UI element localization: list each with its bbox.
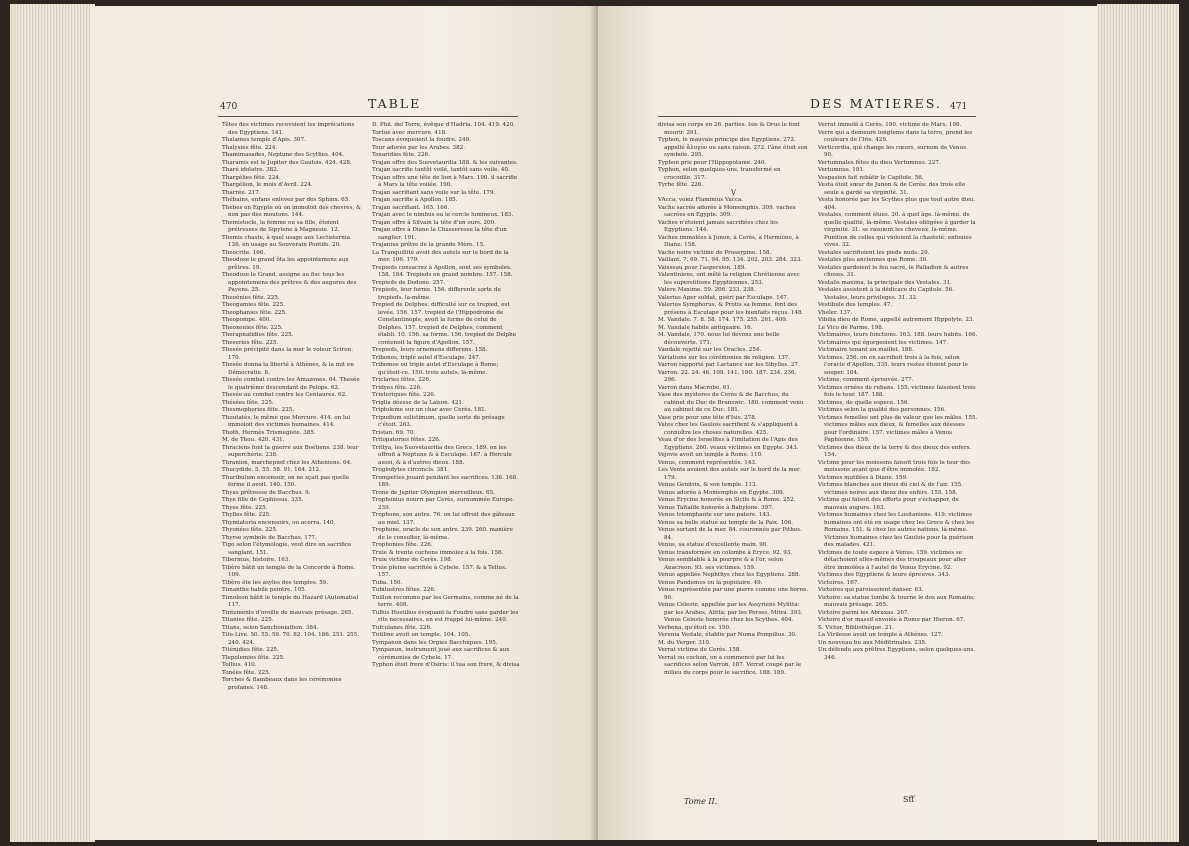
index-entry: Tiberinus, histoire. 163. [222, 557, 291, 563]
index-entry: Verrat ou cochon, on a commencé par lui les sacrifices selon Varron. 187. Verrat coupé par le milieu du corps pour le sacrifice. 188. 189. [658, 654, 802, 676]
index-entry: Trajan sacrifiant sans voile sur la tête. 179. [372, 189, 496, 196]
index-entry: Toxaridies fête. 226. [372, 152, 430, 158]
index-entry: Venus Pandemos ou la populaire. 49. [658, 579, 763, 586]
index-entry: La Tranquillité avoit des autels sur le bord de la mer. 106. 179. [372, 249, 509, 263]
right-page-edges [1097, 4, 1179, 842]
index-entry: Verbena, qu'étoit ce. 150. [658, 624, 731, 631]
index-entry: Trajan sacrifiant. 165. 166. [372, 204, 450, 211]
index-entry: Tite-Live. 50. 55. 59. 70. 82. 104. 186. 251. 255. 240. 424. [222, 632, 360, 646]
index-entry: Tortue avec mercure. 418. [372, 129, 448, 136]
index-entry: Triglia déesse de la Laison. 421. [372, 399, 464, 406]
index-entry: Tibère bâtit un temple de la Concorde à Rome. 109. [222, 564, 356, 578]
index-entry: Victimes femelles ont plus de valeur que les mâles. 155. victimes mâles aux dieux, & femelles aux déesses pour l'ordinaire. 157. victimes mâles à Venus Paphienne. 159. [818, 414, 978, 443]
index-entry: Tuillon recommu par les Germains, comme né de la terre. 408. [372, 594, 519, 608]
index-entry: Vejovis avoit un temple à Rome. 110. [658, 452, 763, 458]
index-entry: Varron rapporté par Lactance sur les Sibylles. 27. [658, 362, 800, 368]
index-entry: Trieteriques fête. 226. [372, 392, 436, 398]
index-entry: Victoire: sa statue tombe & tourne le dos aux Romains; mauvais présage. 265. [818, 594, 975, 608]
index-entry: Thesée au combat contre les Centaures. 62. [222, 392, 347, 398]
index-entry: Venus Genitrix, & son temple. 113. [658, 482, 758, 488]
index-entry: Theopompe. 400. [222, 317, 272, 323]
index-entry: Tharrée. 217. [222, 189, 261, 196]
index-entry: Victimes des Egyptiens & leurs épreuves. 343. [818, 572, 951, 578]
index-entry: Victimes de toute espece à Venus. 159. victimes se détachoient elles-mêmes des troupeaux pour aller être immolées à l'autel de Venus Erycine. 92. [818, 549, 967, 571]
index-entry: Typhon, selon quelques-uns, transformé en crocodile. 317. [658, 167, 781, 181]
index-entry: Venus, sa statue d'excellente main. 90. [658, 542, 769, 548]
index-entry: Typhon étoit frere d'Osiris: il tua son frere, & divisa [372, 662, 520, 668]
index-entry: Thargélion, le mois d'Avril. 224. [222, 182, 313, 188]
index-entry: Vesta étoit sœur de Junon & de Cerès: des trois elle seule a gardé sa virginité. 31. [818, 182, 966, 196]
index-entry: Thuribulum encensoir, on ne sçait pas quelle forme il avoit. 140. 150. [222, 474, 350, 488]
index-entry: Tullus Hostilius évoquant la Foudre sans garder les rits necessaires, en est frappé lui-même. 240. [372, 609, 519, 623]
index-entry: Thye fille de Cephissus. 335. [222, 497, 304, 503]
index-entry: Vestales assistent à la dédicace du Capitole. 56. Vestales, leurs privileges. 31. 32. [818, 287, 955, 301]
index-entry: Venus Erycine honorée en Sicile & à Rome. 252. [658, 497, 796, 503]
index-entry: Verenia Vestale, établie par Numa Pompilius. 30. [658, 632, 797, 638]
index-entry: Venus, comment représentée. 143. [658, 459, 757, 466]
index-entry: Theophanies fête. 225. [222, 309, 287, 316]
index-entry: Thargélies fête. 224. [222, 174, 281, 181]
volume-signature: Tome II. [684, 797, 718, 806]
index-entry: Vestales plus anciennes que Rome. 30. [818, 257, 928, 263]
index-entry: Vase pris pour une tête d'Isis. 278. [658, 414, 757, 421]
index-entry: Tour adorée par les Arabes. 382. [372, 144, 466, 151]
index-entry: VAcca, voiez Flaminius Vacca. [658, 197, 744, 203]
index-entry: Victimaires, leurs fonctions. 163. 188. leurs habits. 166. [818, 332, 978, 338]
index-entry: Trompettes jouant pendant les sacrifices. 136. 168. 189. [372, 474, 518, 488]
index-entry: Titénidies fête. 225. [222, 647, 279, 653]
index-entry: Thraciens font la guerre aux Boétiens. 238. leur superchérie. 238. [222, 444, 359, 458]
index-entry: Thalames temple d'Apis. 307. [222, 137, 306, 143]
index-entry: M. du Verger. 310. [658, 639, 711, 646]
index-entry: Verrat immolé à Cerès. 180. victime de Mars. 198. [818, 122, 962, 128]
index-entry: Themis chaste, à quel usage aux Lectisternia. 136. en usage au Souverain Pontife. 20. [222, 234, 352, 248]
index-entry: Theoénies fête. 225. [222, 294, 280, 301]
index-entry: M. Vandale habile antiquaire. 16. [658, 324, 753, 331]
index-entry: S. Victor, Bibliothéque. 21. [818, 624, 894, 631]
right-column-2 [818, 122, 978, 662]
index-entry: Victimes des dieux de la terre & des dieux des enfers. 154. [818, 444, 972, 458]
index-entry: Trajan sacrifie à Apollon. 185. [372, 197, 458, 203]
index-entry: Thalysies fête. 224. [222, 144, 278, 151]
index-entry: Thucydide. 5. 55. 58. 91. 164. 212. [222, 467, 321, 473]
index-entry: La Virilesse avoit un temple à Athènes. 127. [818, 632, 943, 638]
index-entry: Vaisseau pour l'aspersion. 189. [658, 264, 747, 271]
index-entry: Thyonées fête. 225. [222, 527, 278, 533]
index-entry: Tripudium solistimum, quelle sorte de présage c'étoit. 263. [372, 414, 505, 428]
index-entry: Trophone, son antre. 76. on lui offroit des gâteaux au miel. 137. [372, 512, 515, 526]
index-entry: Thyes fête. 225. [222, 504, 268, 511]
index-entry: Victimes, de quelle espece. 156. [818, 399, 910, 406]
index-entry: Thymiateria encensoirs, ou acerra. 140. [222, 519, 336, 526]
index-entry: Victimes mutilées à Diane. 159. [818, 474, 908, 481]
right-page-number: 471 [950, 102, 968, 112]
index-entry: Tristan. 69. 70. [372, 429, 416, 436]
index-entry: Truie & trente cochons immolez à la fois. 156. [372, 549, 504, 556]
index-entry: Vaillant. 7. 69. 71. 94. 95. 134. 202. 203. 284. 323. [658, 257, 803, 263]
index-entry: M. de Thou. 420. 431. [222, 437, 285, 443]
index-entry: Vestales sacrifioient les pieds nuds. 29. [818, 249, 930, 256]
index-entry: Theogamies fête. 225. [222, 302, 285, 308]
index-entry: Truie victime de Cerès. 198. [372, 557, 453, 563]
index-entry: Verre qui a demeuré longtems dans la terre, prend les couleurs de l'Iris. 429. [818, 129, 973, 143]
index-entry: Verrat victime de Cerès. 158. [658, 647, 742, 653]
index-entry: Trittya, les Suovetaurilia des Grecs. 189. on les offroit à Neptune & à Esculape. 187. à Hercule aussi, & à d'autres dieux. 188. [372, 444, 512, 466]
index-entry: Tutiline avoit un temple. 104. 105. [372, 632, 471, 638]
index-entry: Trepieds, leur forme. 156. differente sorte de trepieds. la-même. [372, 287, 501, 301]
index-entry: Victimes ornées de rubans. 155. victimes faisoient trois fois le tour. 187. 188. [818, 384, 976, 398]
index-entry: Trajan offre une tête de lion à Mars. 190. il sacrifie à Mars la tête voilée. 190. [372, 174, 518, 188]
index-entry: Victime qui faisoit des efforts pour s'échapper, de mauvais augure. 163. [818, 497, 959, 511]
index-entry: Victimes selon la qualité des personnes. 156. [818, 407, 946, 413]
index-entry: Timoleon bâtit le temple du Hazard (Automatia) 117. [222, 594, 359, 608]
index-entry: Vestales, comment élues. 30. à quel âge. là-même. de quelle qualité, là-même. Vestales obligées à garder la virginité. 31. se rasoient les cheveux. là-même. Punition de celles qui violoient la chasteté: enfouies vives. 32. [818, 212, 976, 248]
index-entry: Victoires qui paroissoient danser. 63. [818, 587, 924, 593]
index-entry: Vheler. 137. [818, 309, 853, 316]
index-entry: Vestibule des temples. 47. [818, 302, 893, 308]
index-entry: Vestales gardoient le feu sacré, le Palladion & autres choses. 31. [818, 264, 969, 278]
index-entry: Vandale rejetté sur les Oracles. 254. [658, 347, 762, 353]
index-entry: Victime pour les moissons faisoit trois fois le tour des moissons avant que d'être immolée. 182. [818, 459, 971, 473]
index-entry: Venus représentée par une pierre comme une borne. 90. [658, 587, 809, 601]
right-running-header: DES MATIERES. [810, 96, 942, 111]
index-entry: Themistocle, la femme ou sa fille, étoient prétresses de Sipylene à Magnesie. 12. [222, 219, 340, 233]
index-entry: Vase des mysteres de Cerès & de Bacchus, du cabinet du Duc de Brunswic. 180. comment venu au cabinet de ce Duc. 181. [658, 392, 804, 413]
index-entry: Victimes blanches aux dieux du ciel & de l'air. 155. victimes noires aux dieux des enfers. 155. 158. [818, 482, 963, 496]
index-entry: Thesmophories fête. 225. [222, 407, 295, 413]
index-entry: M. Vandale, 170. nous lui devons une belle découverte. 171. [658, 332, 780, 346]
index-entry: Tollius. 410. [222, 662, 257, 668]
index-entry: Varron. 22. 24. 46. 109. 141. 180. 187. 234. 236. 296. [658, 369, 797, 383]
index-entry: Thyrse symbole de Bacchus. 177. [222, 534, 317, 541]
index-entry: Triptoleme sur un char avec Cerès. 181. [372, 407, 487, 413]
index-entry: Vaches n'étoient jamais sacrifiées chez les Egyptiens. 144. [658, 219, 779, 233]
index-entry: Tympanon, instrument joué aux sacrifices & aux cérémonies de Cybele. 17. [372, 647, 510, 661]
index-entry: Venus triomphante sur une patere. 143. [658, 512, 772, 518]
index-entry: Vertumnus. 181. [818, 167, 865, 173]
index-entry: Thèbes en Egypte où on immoloit des chevres, & non pas des moutons. 144. [222, 204, 361, 218]
index-entry: Therapnatidies fête. 225. [222, 332, 294, 338]
right-column-1 [658, 122, 809, 677]
index-entry: Victoire parmi les Abraxas. 267. [818, 609, 910, 616]
index-entry: Tribomos ou triple autel d'Esculape à Rome; qu'étoit-ce. 150. trois autels, là-même. [372, 362, 499, 376]
index-entry: Trajan offre à Diane la Chasseresse la tête d'un sanglier. 191. [372, 227, 507, 241]
index-entry: Verticordia, qui change les cœurs, surnom de Venus. 90. [818, 144, 968, 158]
index-entry: Tubilustres fêtes. 226. [372, 587, 436, 593]
index-entry: Titans, selon Sanchoniathon. 384. [222, 624, 319, 631]
index-entry: Thesée précipité dans la mer le voleur Sciron. 170. [222, 347, 353, 361]
index-entry: Variations sur les cérémonies de religion. 137. [658, 354, 791, 361]
index-entry: Thoth, Hermès Trismegiste. 385. [222, 429, 316, 436]
index-entry: Thylles fête. 225. [222, 512, 271, 518]
index-entry: Vache noire victime de Proserpine. 158. [658, 249, 772, 256]
index-entry: Venus transformée en colombe à Eryce. 92. 93. [658, 549, 793, 556]
index-entry: Trophonius nourri par Cerès, surnommée Europe. 239. [372, 497, 515, 511]
left-column-1 [222, 122, 365, 692]
index-entry: Tharé idolatre. 382. [222, 167, 279, 173]
index-entry: Les Vents avoient des autels sur le bord de la mer. 179. [658, 467, 801, 481]
index-entry: Thyas prêtresse de Bacchus. 9. [222, 489, 311, 496]
index-entry: Victime, comment éprouvée. 277. [818, 377, 914, 383]
index-entry: Victoires. 167. [818, 579, 860, 586]
right-header-rule [658, 116, 976, 117]
index-entry: Veau d'or des Israelites à l'imitation de l'Apis des Egyptiens. 260. veaux victimes en Egypte. 343. [658, 437, 799, 451]
index-entry: Trajanius prêtre de la grande Mère. 15. [372, 242, 485, 248]
index-entry: Tonéès fête. 225. [222, 669, 271, 676]
index-entry: Victimes. 256. on en sacrifioit trois à la fois, selon l'oracle d'Apollon. 335. leurs restes étoient pour le souper. 184. [818, 354, 969, 376]
index-entry: Venus appellée Nephthys chez les Egyptiens. 288. [658, 572, 801, 578]
left-header-rule [218, 116, 518, 117]
index-entry: Theseries fête. 225. [222, 339, 279, 346]
index-entry: Torches & flambeaux dans les cérémonies profanes. 148. [222, 677, 342, 691]
index-entry: Varron dans Macrobe. 61. [658, 384, 732, 391]
index-entry: Victoire d'or massif envoiée à Rome par Hieron. 67. [818, 617, 966, 623]
index-entry: Trone de Jupiter Olympien merveilleux. 65. [372, 489, 495, 496]
index-entry: Tympanon dans les Orgies Bacchiques. 195. [372, 639, 498, 646]
index-entry: Victimaire tenant un maillet. 188. [818, 347, 914, 353]
index-entry: Theodose le grand ôta les appointemens aux prêtres. 19. [222, 257, 349, 271]
index-entry: Trajan sacrifie tantôt voilé, tantôt sans voile. 40. [372, 167, 510, 173]
index-entry: Valentiniens, ont mêlé la religion Chrétienne avec les superstitions Egyptiennes. 253. [658, 272, 800, 286]
index-entry: Vespasien fait rebâtir le Capitole. 56. [818, 174, 924, 181]
index-entry: Thranion, marchepied chez les Atheniens. 64. [222, 459, 352, 466]
index-entry: Tigo selon l'étymologie, veut dire un sacrifice sanglant. 151. [222, 542, 352, 556]
index-entry: Triclaries fêtes. 226. [372, 377, 431, 383]
index-entry: Trajan offre à Silvain la tête d'un ours. 200. [372, 219, 496, 226]
index-entry: Vaches immolées à Junon, à Cerès, à Hermione, à Diane. 158. [658, 234, 799, 248]
index-entry: Vesta honorée par les Scythes plus que tout autre dieu. 404. [818, 197, 976, 211]
index-entry: Un défendu aux prêtres Egyptiens, selon quelques-uns. 346. [818, 647, 976, 661]
index-entry: Truie pleine sacrifiée à Cybele. 157. & à Tellus. 157. [372, 564, 507, 578]
index-entry: Theodose le Grand, assigne au fisc tous les appointemens des prêtres & des augures des Payens. 25. [222, 272, 357, 293]
index-entry: Tritopatories fêtes. 226. [372, 437, 441, 443]
index-entry: Tyrbe fête. 226. [658, 182, 704, 188]
index-entry: Vache sacrée adorée à Momemphis. 309. vaches sacrées en Egypte. 309. [658, 204, 796, 218]
index-entry: Trajan avec le nimbus ou le cercle lumineux. 183. [372, 212, 514, 218]
index-entry: Venus Celeste, appellée par les Assyriens Mylitta: par les Arabes, Alitta; par les Perses, Mitra. 393. Venus Celeste honorée chez les Scythes. 404. [658, 602, 803, 623]
index-entry: Thésées fête. 225. [222, 399, 274, 406]
index-entry: Venus Taïtaïde honorée à Babylone. 397. [658, 504, 774, 511]
index-entry: Têtes des victimes recevoient les imprécations des Egyptiens. 141. [222, 122, 355, 136]
index-entry: Thébains, enfans enlevez par des Sphinx. 65. [222, 197, 351, 203]
index-entry: Theocrite. 166. [222, 249, 266, 256]
index-entry: Typhon pris pour l'Hippopotame. 240. [658, 159, 767, 166]
index-entry: Toscans évoquoient la foudre. 240. [372, 137, 471, 143]
index-entry: Venus sortant de la mer. 84. couronnée par Pithos. 84. [658, 527, 802, 541]
index-entry: Valere Maxime. 59. 206. 233. 238. [658, 287, 756, 293]
index-entry: Tuba. 150. [372, 579, 403, 586]
index-entry: Trepieds, leurs ornemens differens. 158. [372, 347, 488, 353]
index-entry: Troglodytes circoncis. 381. [372, 467, 449, 473]
index-entry: Le Vico de Parme. 198. [818, 324, 884, 331]
index-entry: Thoutatès, le même que Mercure. 414. on lui immoloit des victimes humaines. 414. [222, 414, 351, 428]
index-entry: Trepied de Delphes; difficulté sur ce trepied, est levée. 156. 157. trepied de l'Hippodrome de Constantinople, avoit la forme de celui de Delphes. 157. trepied de Delphes, comment établi. 10. 156. sa forme. 156. trepied de Delphe contenoit la figure d'Apollon. 157. [372, 302, 517, 346]
index-entry: Vates chez les Gaulois sacrifient & s'appliquent à connoître les choses naturelles. 425. [658, 422, 798, 436]
index-entry: Thesée combat contre les Amazones. 64. Thesée le quatrième descendant de Pelops. 62. [222, 377, 360, 391]
left-page-number: 470 [220, 102, 238, 112]
index-entry: Tribonos, triple autel d'Esculape. 247. [372, 354, 481, 361]
index-entry: Tharamis est le Jupiter des Gaulois. 424. 428. [222, 159, 352, 166]
index-entry: Typhon, le mauvais principe des Egyptiens. 272. appellé ἄλογον ou sans raison. 272. l'âne étoit son symbole. 295. [658, 137, 808, 158]
index-entry: Valerius Symphorus, & Protis sa femme, font des présens à Esculape pour les bienfaits reçus. 148. [658, 302, 804, 316]
index-entry: Timanthe habile peintre. 105. [222, 587, 307, 593]
index-entry: M. Vandale. 7. 8. 58. 174. 175. 255. 261. 409. [658, 317, 788, 323]
index-entry: Trophone, oracle de son antre. 239. 260. manière de le consulter, là-même. [372, 527, 513, 541]
index-entry: Trophonies fête. 226. [372, 542, 433, 548]
index-entry: Victimaires qui égorgeoient les victimes. 147. [818, 339, 948, 346]
left-column-2 [372, 122, 520, 670]
index-entry: Vestalis maxima, la principale des Vestales. 31. [818, 279, 952, 286]
index-entry: Venus sa belle statue au temple de la Paix. 106. [658, 519, 794, 526]
index-entry: Tufculanes fête. 226. [372, 624, 432, 631]
index-entry: Valerius Aper soldat, guéri par Esculape. 147. [658, 294, 789, 301]
index-entry: Un nouveau bu aux Méditrinales. 235. [818, 639, 927, 646]
right-page [598, 6, 1098, 840]
index-entry: Trepieds consacrez à Apollon, sont ses symboles. 158. 184. Trepieds en grand nombre. 157. 158. [372, 264, 513, 278]
index-entry: D. Phil. del Torre, évêque d'Hadria. 104. 419. 420. [372, 122, 515, 128]
section-letter: V [730, 188, 737, 197]
catchword: Sff [903, 795, 915, 804]
index-entry: Vibilia dieu de Rome, appellé autrement Hippolyte. 23. [818, 317, 975, 323]
index-entry: Thamimasades, Neptune des Scythes. 404. [222, 152, 344, 158]
index-entry: Victimes humaines chez les Lusitaniens. 419. victimes humaines ont été en usage chez les Grecs & chez les Romains. 151. & chez les autres nations, là-même. Victimes humaines chez les Gaulois pour la guérison des malades. 421. [818, 512, 975, 548]
index-entry: Trajan offre des Suovetaurilia 188. & les suivantes. [372, 159, 518, 166]
index-entry: Vertumnales fêtes du dieu Vertumnus. 227. [818, 159, 941, 166]
index-entry: Venus semblable à la pourpre & à l'or, selon Anacreon. 93. ses victimes. 159. [658, 557, 784, 571]
left-page [90, 6, 598, 840]
index-entry: Theoxenies fête. 225. [222, 324, 283, 331]
index-entry: Tridyes fête. 226. [372, 384, 422, 391]
index-entry: Titanies fête. 225. [222, 617, 274, 623]
index-entry: Venus adorée à Momemphis en Egypte. 309. [658, 489, 785, 496]
index-entry: divisa son corps en 26. parties. Isis & Orus le font mourir. 291. [658, 122, 801, 136]
left-running-header: TABLE [368, 96, 422, 111]
index-entry: Tibère ôte les asyles des temples. 59. [222, 579, 329, 586]
left-page-edges [10, 4, 95, 842]
index-entry: Tintements d'oreille de mauvais présage. 265. [222, 609, 354, 616]
index-entry: Thesée donna la liberté à Athènes, & la mit en Démocratie. 8. [222, 362, 354, 376]
index-entry: Tlepolemies fête. 225. [222, 654, 285, 661]
index-entry: Trepieds de Dodone. 257. [372, 279, 446, 286]
